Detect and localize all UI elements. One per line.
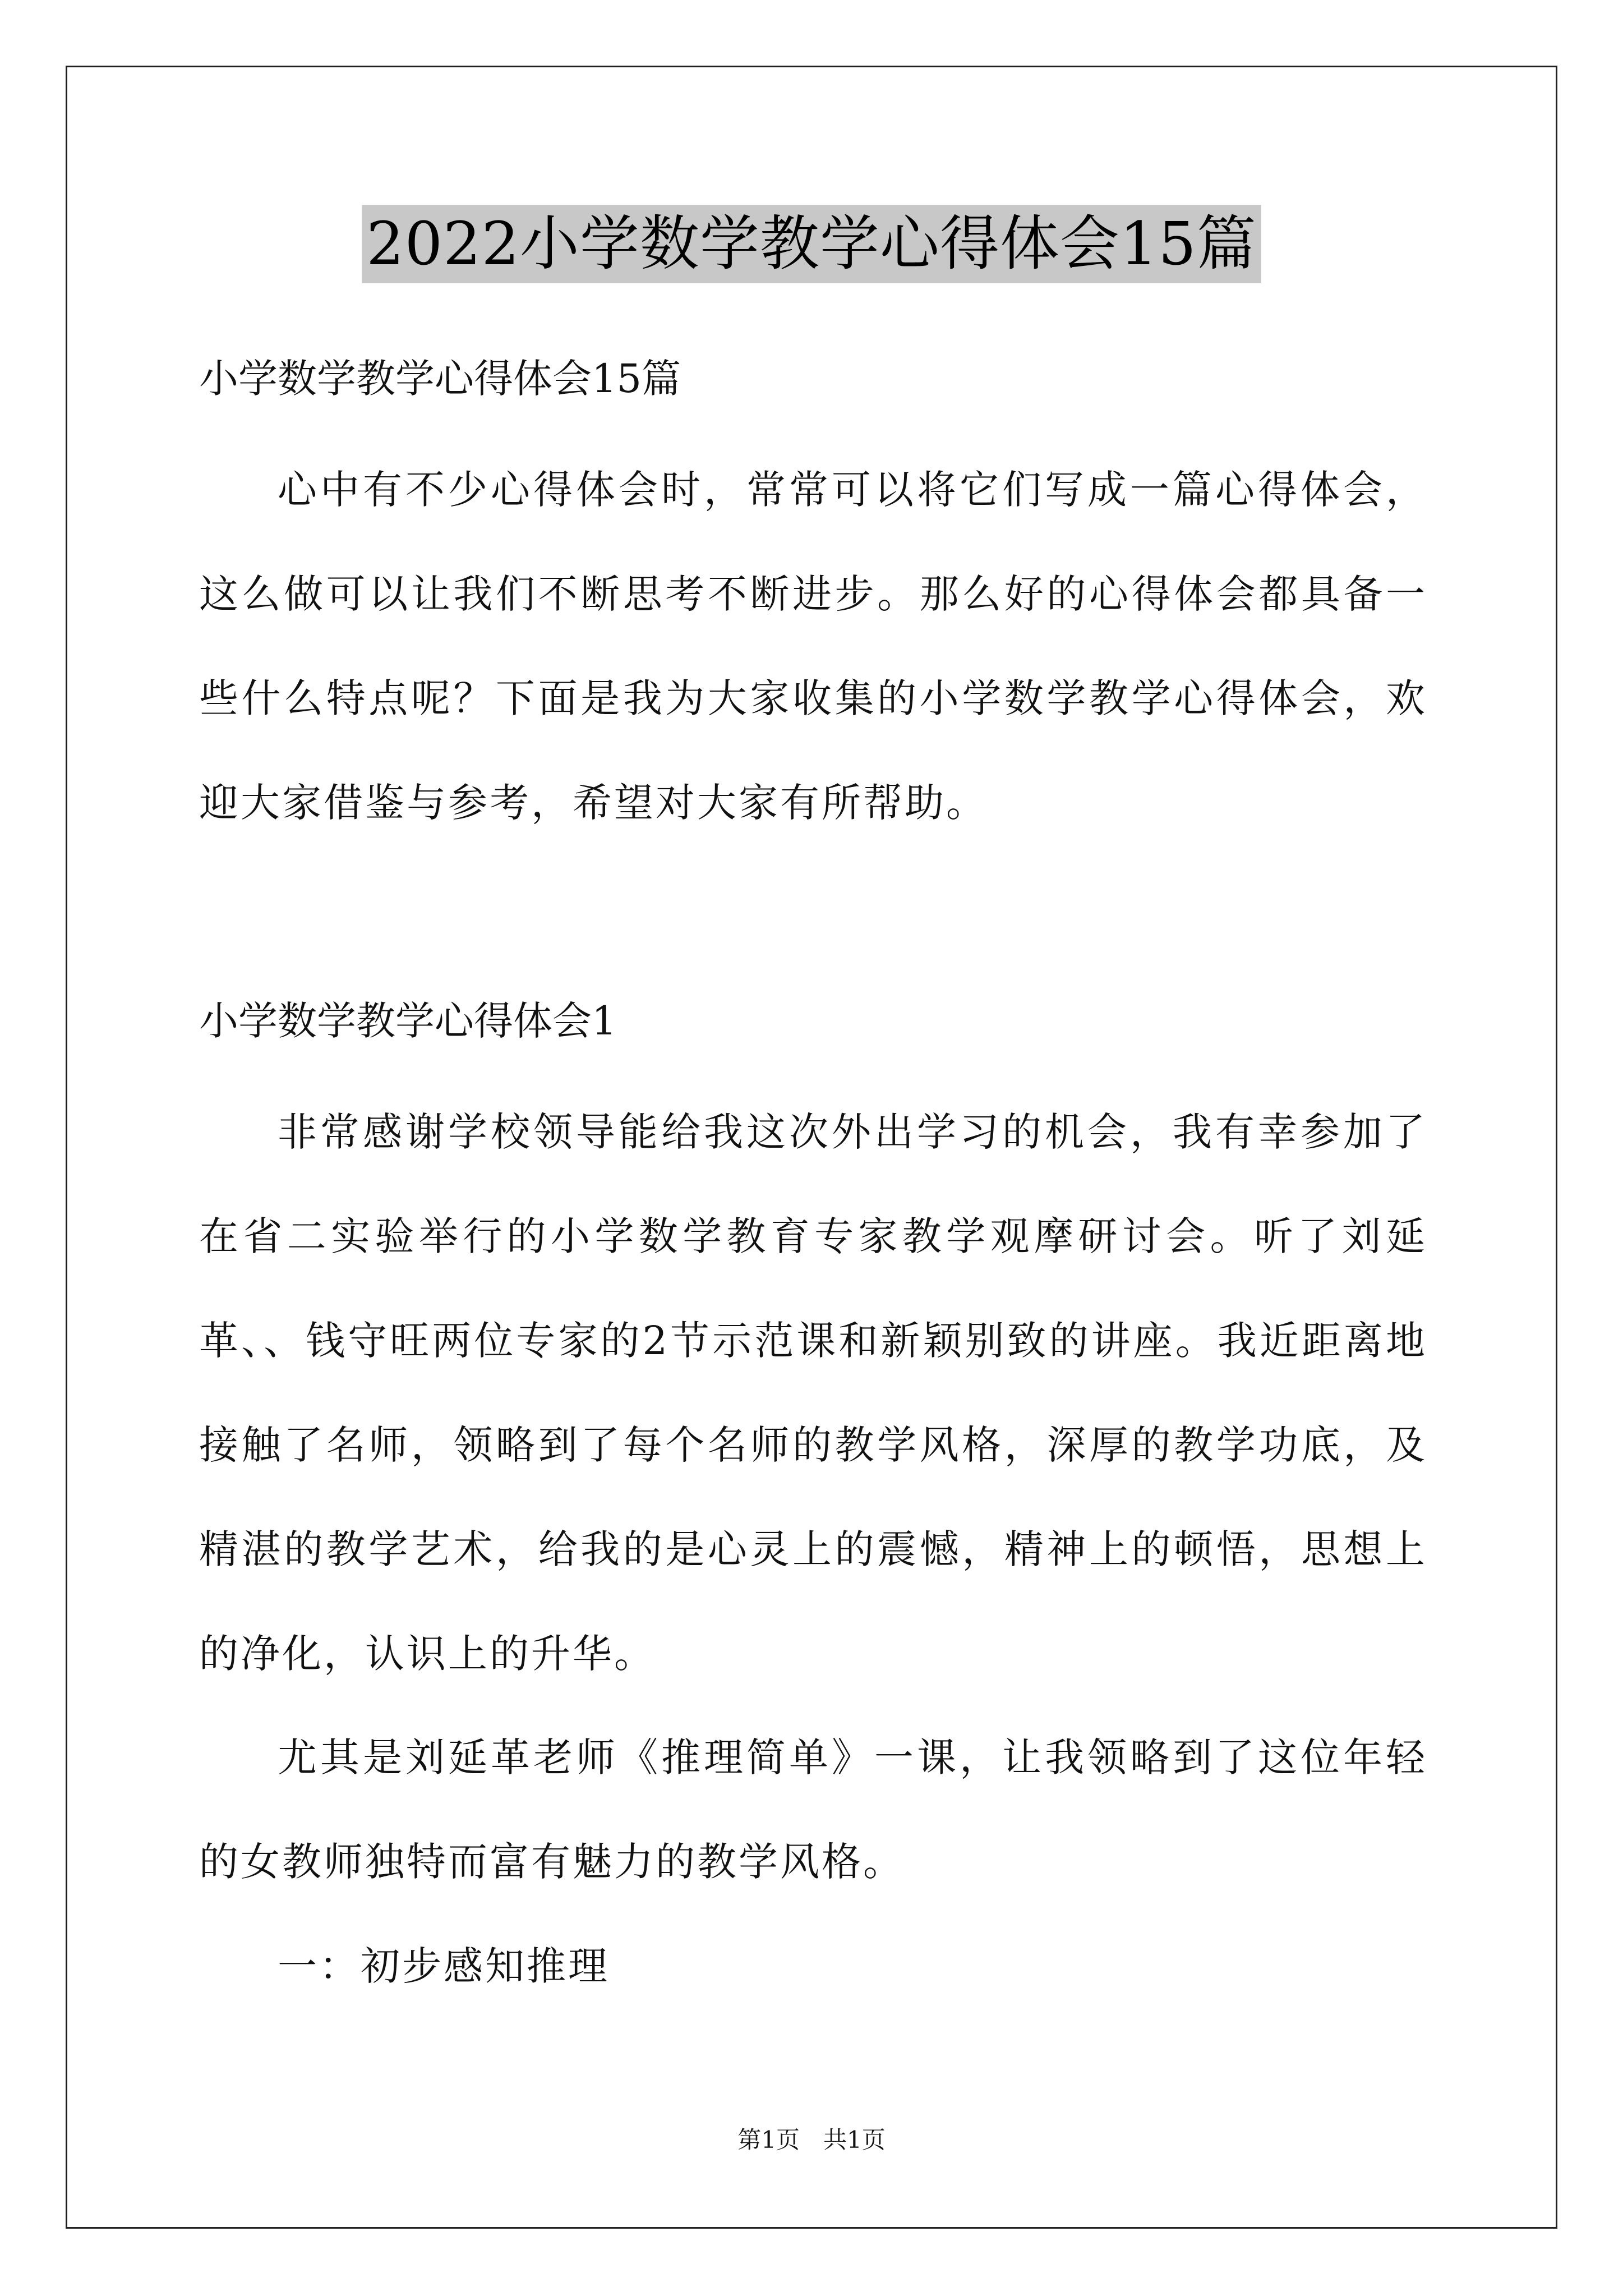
- section1-item-1: 一：初步感知推理: [278, 1943, 610, 1989]
- section-heading-1: 小学数学教学心得体会1: [199, 998, 617, 1044]
- document-title: 2022小学数学教学心得体会15篇: [362, 205, 1261, 283]
- section1-paragraph-1: 非常感谢学校领导能给我这次外出学习的机会，我有幸参加了在省二实验举行的小学数学教育专家教学观摩研讨会。听了刘延革、、钱守旺两位专家的2节示范课和新颖别致的讲座。我近距离地接触了名师，领略到了每个名师的教学风格，深厚的教学功底，及精湛的教学艺术，给我的是心灵上的震憾，精神上的顿悟，思想上的净化，认识上的升华。: [199, 1109, 1427, 1677]
- title-wrap: [0, 205, 1623, 283]
- section1-paragraph-2: 尤其是刘延革老师《推理简单》一课，让我领略到了这位年轻的女教师独特而富有魅力的教学风格。: [199, 1734, 1427, 1885]
- subtitle: 小学数学教学心得体会15篇: [199, 356, 681, 402]
- intro-paragraph: 心中有不少心得体会时，常常可以将它们写成一篇心得体会，这么做可以让我们不断思考不断进步。那么好的心得体会都具备一些什么特点呢？下面是我为大家收集的小学数学教学心得体会，欢迎大家借鉴与参考，希望对大家有所帮助。: [199, 467, 1427, 826]
- page-footer: 第1页 共1页: [737, 2126, 886, 2154]
